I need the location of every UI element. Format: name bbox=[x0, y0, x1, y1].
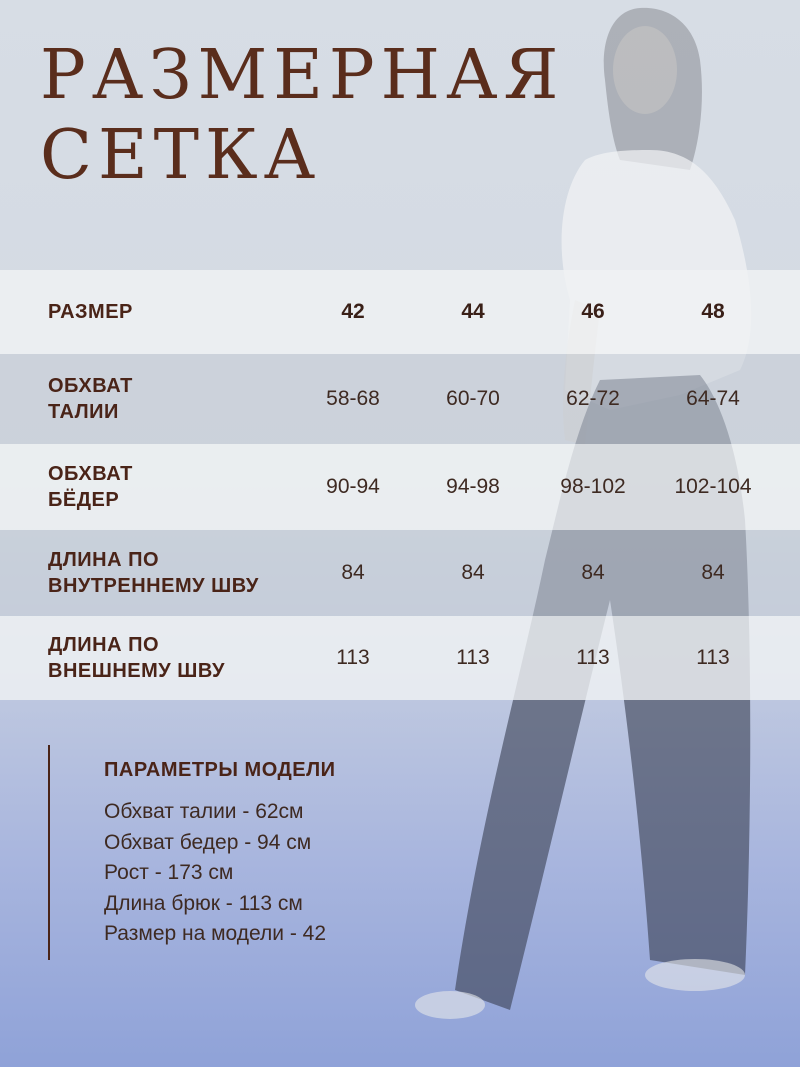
table-row-inseam bbox=[0, 530, 800, 616]
table-cell: 58-68 bbox=[326, 387, 380, 410]
table-cell: 62-72 bbox=[566, 387, 620, 410]
size-header-44: 44 bbox=[461, 300, 485, 323]
table-cell: 113 bbox=[696, 646, 730, 669]
list-item: Размер на модели - 42 bbox=[104, 922, 327, 945]
table-cell: 90-94 bbox=[326, 475, 380, 498]
table-cell: 94-98 bbox=[446, 475, 500, 498]
size-header-48: 48 bbox=[701, 300, 725, 323]
table-cell: 113 bbox=[336, 646, 370, 669]
table-row-outseam bbox=[0, 616, 800, 700]
row-label-line-2: БЁДЕР bbox=[48, 489, 120, 511]
row-label-line-2: ТАЛИИ bbox=[48, 401, 119, 423]
accent-divider bbox=[48, 745, 50, 960]
size-table bbox=[0, 270, 800, 700]
size-table-header bbox=[0, 270, 800, 354]
size-header-46: 46 bbox=[581, 300, 605, 323]
row-label-line-1: ДЛИНА ПО bbox=[48, 549, 160, 571]
table-cell: 84 bbox=[461, 561, 485, 584]
row-label bbox=[48, 632, 308, 684]
list-item: Обхват талии - 62см bbox=[104, 800, 304, 823]
list-item: Длина брюк - 113 см bbox=[104, 891, 303, 915]
table-cell: 64-74 bbox=[686, 387, 740, 410]
title-line-1: РАЗМЕРНАЯ bbox=[40, 36, 565, 115]
row-label-line-1: ДЛИНА ПО bbox=[48, 634, 160, 656]
table-cell: 84 bbox=[581, 561, 605, 584]
row-label-line-2: ВНУТРЕННЕМУ ШВУ bbox=[48, 575, 259, 597]
table-cell: 84 bbox=[341, 561, 365, 584]
table-row-hips bbox=[0, 444, 800, 530]
list-item: Обхват бедер - 94 см bbox=[104, 830, 312, 854]
table-cell: 84 bbox=[701, 561, 725, 584]
model-parameters-heading: ПАРАМЕТРЫ МОДЕЛИ bbox=[104, 759, 336, 781]
row-label-line-1: ОБХВАТ bbox=[48, 375, 133, 397]
row-label-line-2: ВНЕШНЕМУ ШВУ bbox=[48, 660, 225, 682]
row-label bbox=[48, 373, 308, 425]
table-row-waist bbox=[0, 354, 800, 444]
row-label bbox=[48, 461, 308, 513]
model-parameters-list bbox=[104, 797, 326, 950]
page-title bbox=[40, 36, 564, 196]
table-cell: 60-70 bbox=[446, 387, 500, 410]
list-item: Рост - 173 см bbox=[104, 861, 234, 884]
row-label bbox=[48, 547, 308, 599]
table-cell: 98-102 bbox=[560, 475, 626, 498]
size-header-42: 42 bbox=[341, 300, 365, 323]
table-cell: 102-104 bbox=[674, 475, 752, 498]
table-cell: 113 bbox=[576, 646, 610, 669]
title-line-2: СЕТКА bbox=[40, 116, 322, 195]
model-parameters bbox=[48, 745, 448, 960]
size-header-label: РАЗМЕР bbox=[48, 301, 133, 323]
row-label-line-1: ОБХВАТ bbox=[48, 463, 133, 485]
table-cell: 113 bbox=[456, 646, 490, 669]
